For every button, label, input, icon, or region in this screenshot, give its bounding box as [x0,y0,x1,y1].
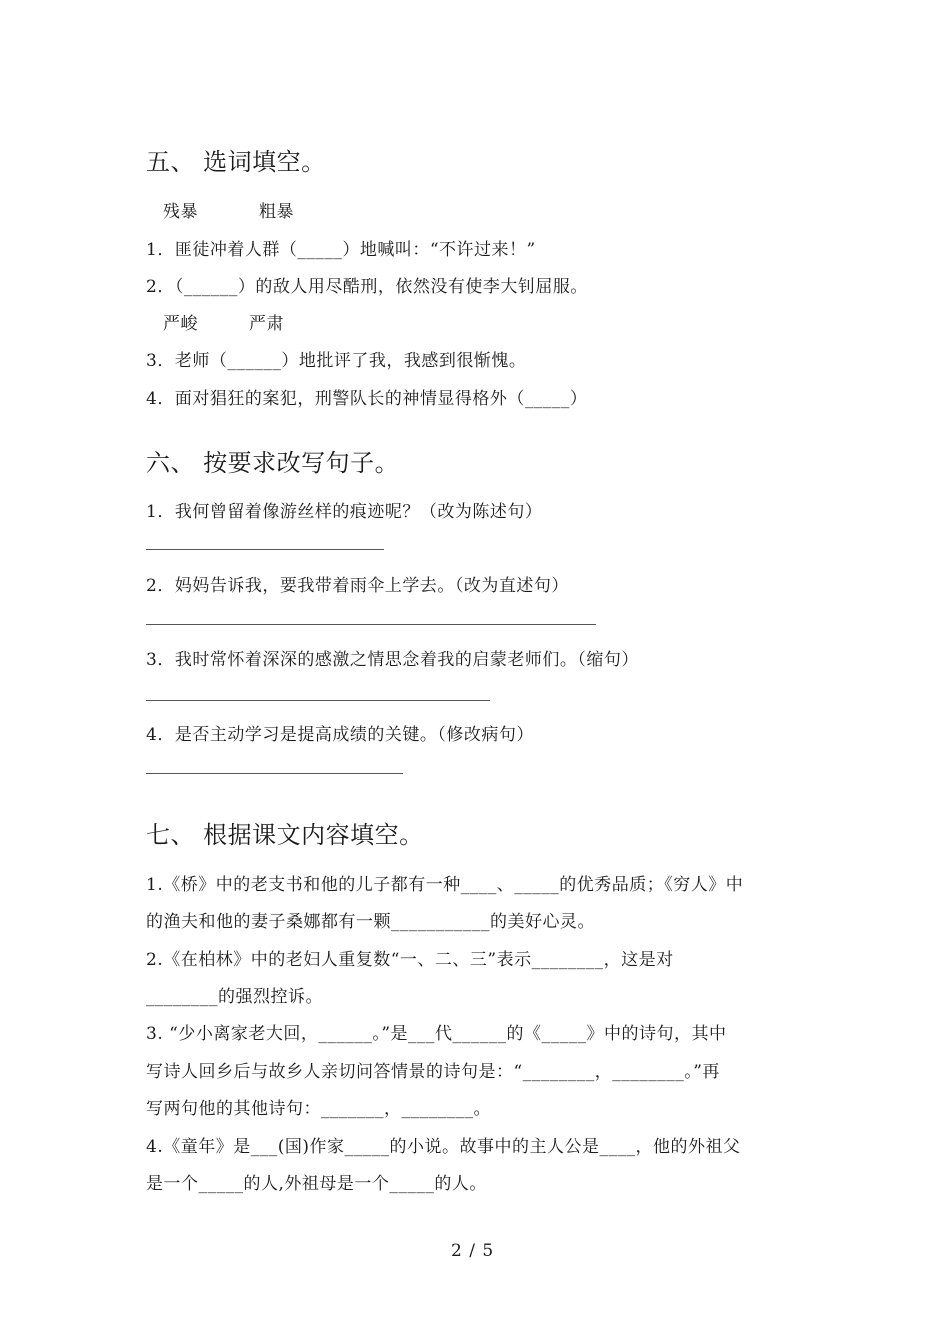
answer-line[interactable] [146,624,596,625]
question-7-line: 2.《在柏林》中的老妇人重复数“一、二、三”表示________，这是对 [146,950,674,970]
question-5-1: 1．匪徒冲着人群（_____）地喊叫：“不许过来！” [146,240,536,260]
question-7-line: 写两句他的其他诗句：_______，________。 [146,1099,491,1119]
question-7-line: 1.《桥》中的老支书和他的儿子都有一种____、_____的优秀品质；《穷人》中 [146,875,744,895]
word-option: 严峻 [163,314,198,334]
question-6-1: 1．我何曾留着像游丝样的痕迹呢？（改为陈述句） [146,502,543,522]
page-number: 2 / 5 [451,1241,495,1261]
question-7-line: 写诗人回乡后与故乡人亲切问答情景的诗句是：“________，________。”再 [146,1062,720,1082]
word-option: 严肃 [249,314,284,334]
question-7-line: 4.《童年》是___(国)作家_____的小说。故事中的主人公是____，他的外祖父 [146,1137,741,1157]
section-5-title: 五、 选词填空。 [146,148,326,176]
question-7-line: 是一个_____的人,外祖母是一个_____的人。 [146,1174,487,1194]
question-5-3: 3．老师（______）地批评了我，我感到很惭愧。 [146,351,527,371]
question-7-line: 的渔夫和他的妻子桑娜都有一颗___________的美好心灵。 [146,912,595,932]
question-5-2: 2．（______）的敌人用尽酷刑，依然没有使李大钊屈服。 [146,277,588,297]
section-7-title: 七、 根据课文内容填空。 [146,821,424,849]
section-6-title: 六、 按要求改写句子。 [146,449,400,477]
question-7-line: ________的强烈控诉。 [146,987,323,1007]
question-6-4: 4．是否主动学习是提高成绩的关键。（修改病句） [146,725,534,745]
word-option: 粗暴 [259,202,294,222]
word-option: 残暴 [163,202,198,222]
question-6-3: 3．我时常怀着深深的感激之情思念着我的启蒙老师们。（缩句） [146,650,639,670]
question-5-4: 4．面对猖狂的案犯，刑警队长的神情显得格外（_____） [146,389,588,409]
answer-line[interactable] [146,549,384,550]
answer-line[interactable] [146,773,403,774]
answer-line[interactable] [146,700,490,701]
question-6-2: 2．妈妈告诉我，要我带着雨伞上学去。（改为直述句） [146,576,569,596]
question-7-line: 3. “少小离家老大回，______。”是___代______的《_____》中的诗句，其中 [146,1024,727,1044]
